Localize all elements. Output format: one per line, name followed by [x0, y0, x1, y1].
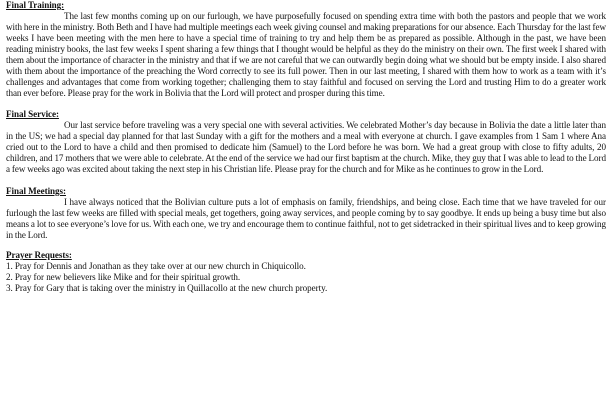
- section-spacer: [6, 241, 606, 251]
- section-spacer: [6, 99, 606, 110]
- section-title-service: Final Service:: [6, 109, 59, 120]
- prayer-request-item: 1. Pray for Dennis and Jonathan as they take over at our new church in Chiquicollo.: [6, 261, 306, 272]
- section-spacer: [6, 175, 606, 186]
- section-title-meetings: Final Meetings:: [6, 186, 66, 197]
- prayer-request-item: 3. Pray for Gary that is taking over the ministry in Quillacollo at the new church property.: [6, 283, 328, 294]
- prayer-request-item: 2. Pray for new believers like Mike and for their spiritual growth.: [6, 272, 241, 283]
- section-title-prayer: Prayer Requests:: [6, 250, 72, 261]
- section-body-meetings: I have always noticed that the Bolivian culture puts a lot of emphasis on family, friendships, and being close. Each time that we have traveled for our furlough the last few weeks are filled with special meals, get togethers, going away services, and people coming by to say goodbye. It ends up being a busy time but also means a lot to see everyone’s love for us. With each one, we try and encourage them to continue faithful, not to get sidetracked in their spiritual lives and to keep growing in the Lord.: [6, 197, 606, 240]
- prayer-request-list: [6, 261, 606, 294]
- section-title-training: Final Training:: [6, 0, 65, 10]
- section-body-service: Our last service before traveling was a very special one with several activities. We celebrated Mother’s day because in Bolivia the date a little later than in the US; we had a special day planned for that last Sunday with a gift for the mothers and a meal with everyone at church. I gave examples from 1 Sam 1 where Ana cried out to the Lord to have a child and then promised to dedicate him (Samuel) to the Lord before he was born. We had a great group with close to fifty adults, 20 children, and 17 mothers that we were able to celebrate. At the end of the service we had our first baptism at the church. Mike, they guy that I was able to lead to the Lord a few weeks ago was excited about taking the next step in his Christian life. Please pray for the church and for Mike as he continues to grow in the Lord.: [6, 120, 606, 175]
- section-body-training: The last few months coming up on our furlough, we have purposefully focused on spending extra time with both the pastors and people that we work with here in the ministry. Both Beth and I have had multiple meetings each week giving counsel and making preparations for our absence. Each Thursday for the last few weeks I have been meeting with the men here to have a special time of training to try and help them be as prepared as possible. Although in the past, we have been reading ministry books, the last few weeks I spent sharing a few things that I thought would be helpful as they do the ministry on their own. The first week I shared with them about the importance of character in the ministry and that if we are not careful that we can outwardly begin doing what we should but be empty inside. I also shared with them about the importance of the preaching the Word correctly to see its full power. Then in our last meeting, I shared with them how to work as a team with it’s challenges and advantages that come from working together; challenging them to stay faithful and focused on serving the Lord and trusting Him to do a greater work than ever before. Please pray for the work in Bolivia that the Lord will protect and prosper during this time.: [6, 10, 606, 98]
